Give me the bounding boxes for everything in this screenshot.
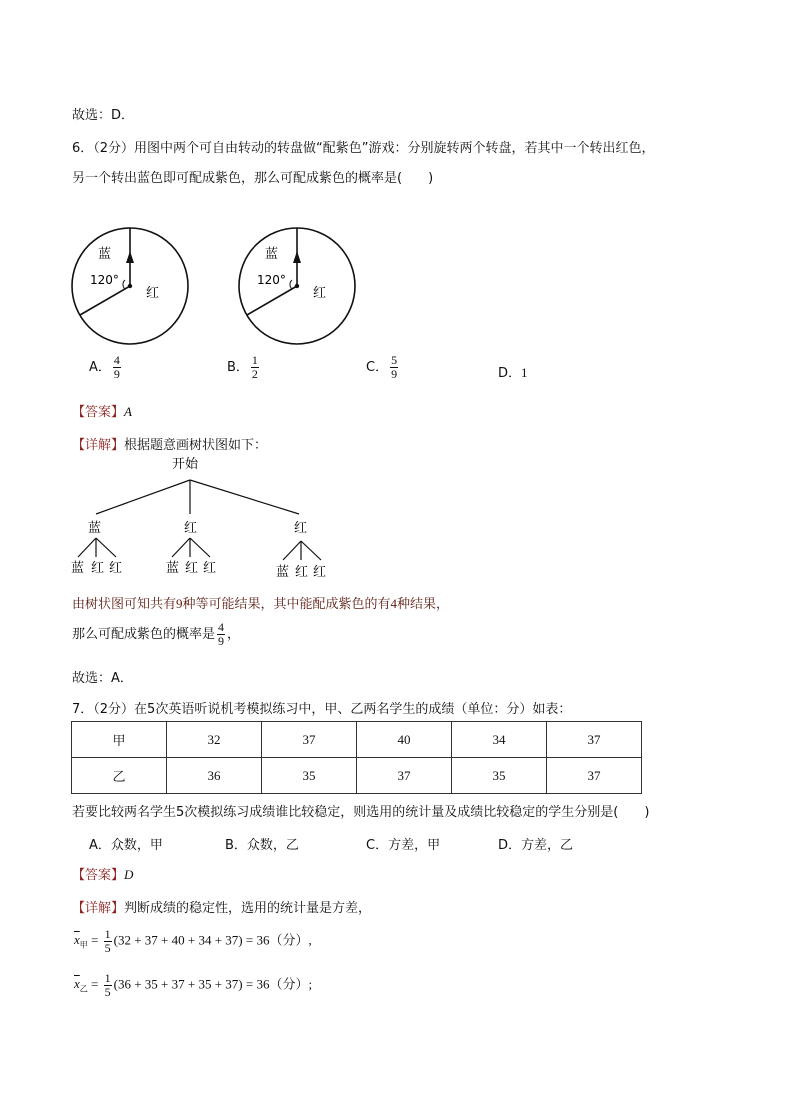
q6-probability-line: 那么可配成紫色的概率是 $\frac{4}{9}$ ，: [72, 620, 241, 648]
q7-question: 若要比较两名学生5次模拟练习成绩谁比较稳定，则选用的统计量及成绩比较稳定的学生分别是( ): [72, 805, 650, 820]
table-cell: 甲: [72, 722, 167, 758]
q6-detail: 【详解】根据题意画树状图如下：: [72, 438, 268, 453]
tree-leaf: 红: [91, 561, 105, 576]
tree-level1-node: 红: [184, 521, 198, 536]
tree-level1-node: 蓝: [88, 521, 102, 536]
table-cell: 37: [547, 758, 642, 794]
tree-root: 开始: [172, 457, 199, 472]
tree-leaf: 红: [109, 561, 123, 576]
tree-leaf: 蓝: [71, 561, 85, 576]
pointer-arrow-icon: [126, 251, 134, 263]
table-cell: 37: [357, 758, 452, 794]
prev-conclusion: 故选：D．: [72, 108, 135, 123]
mean-yi-formula: $\overline{x}_乙$ = $\frac{1}{5}$ (36 + 35 + 37 + 35 + 37) = 36（分）;: [74, 971, 313, 999]
pointer-arrow-icon: [293, 251, 301, 263]
spinner-figures: [66, 225, 366, 350]
tree-leaf: 红: [203, 561, 217, 576]
table-cell: 35: [452, 758, 547, 794]
table-cell: 32: [167, 722, 262, 758]
spinner-right-blue-label: 蓝: [265, 247, 279, 262]
table-cell: 34: [452, 722, 547, 758]
table-cell: 37: [262, 722, 357, 758]
q7-option-c: C．方差，甲: [366, 838, 441, 853]
spinner-left-red-label: 红: [146, 286, 160, 301]
q6-option-b: B． $\frac{1}{2}$: [227, 353, 258, 381]
q7-stem: 7．（2分）在5次英语听说机考模拟练习中，甲、乙两名学生的成绩（单位：分）如表：: [72, 702, 572, 717]
spinner-left-blue-label: 蓝: [98, 247, 112, 262]
table-cell: 36: [167, 758, 262, 794]
spinner-right-red-label: 红: [313, 286, 327, 301]
spinner-right-angle-label: 120°: [257, 273, 286, 287]
table-cell: 乙: [72, 758, 167, 794]
table-cell: 40: [357, 722, 452, 758]
tree-diagram: [66, 454, 346, 584]
q6-option-a: A． $\frac{4}{9}$: [89, 353, 120, 381]
q6-result-line: 由树状图可知共有9种等可能结果，其中能配成紫色的有4种结果，: [72, 596, 450, 612]
tree-leaf: 红: [313, 565, 327, 580]
mean-jia-formula: $\overline{x}_甲$ = $\frac{1}{5}$ (32 + 37 + 40 + 34 + 37) = 36（分）,: [74, 927, 312, 955]
spinner-left: [72, 228, 188, 344]
q6-option-d: D．1: [498, 365, 528, 381]
q6-stem-line1: 6．（2分）用图中两个可自由转动的转盘做“配紫色”游戏：分别旋转两个转盘，若其中一个转出红色，: [72, 141, 655, 156]
tree-leaf: 蓝: [166, 561, 180, 576]
table-row: [72, 722, 642, 758]
table-cell: 35: [262, 758, 357, 794]
q6-stem-line2: 另一个转出蓝色即可配成紫色，那么可配成紫色的概率是( ): [72, 171, 434, 186]
spinner-right: [239, 228, 355, 344]
tree-level1-node: 红: [294, 521, 308, 536]
q7-option-b: B．众数，乙: [225, 838, 299, 853]
q6-answer: 【答案】A: [72, 404, 132, 420]
q7-detail: 【详解】判断成绩的稳定性，选用的统计量是方差，: [72, 901, 372, 916]
scores-table: [71, 721, 642, 794]
q6-option-c: C． $\frac{5}{9}$: [366, 353, 398, 381]
q7-option-d: D．方差，乙: [498, 838, 574, 853]
spinner-left-angle-label: 120°: [90, 273, 119, 287]
tree-leaf: 红: [185, 561, 199, 576]
table-cell: 37: [547, 722, 642, 758]
q6-conclusion: 故选：A．: [72, 671, 133, 686]
table-row: [72, 758, 642, 794]
q7-option-a: A．众数，甲: [89, 838, 163, 853]
tree-leaf: 红: [295, 565, 309, 580]
q7-answer: 【答案】D: [72, 867, 134, 883]
tree-leaf: 蓝: [276, 565, 290, 580]
